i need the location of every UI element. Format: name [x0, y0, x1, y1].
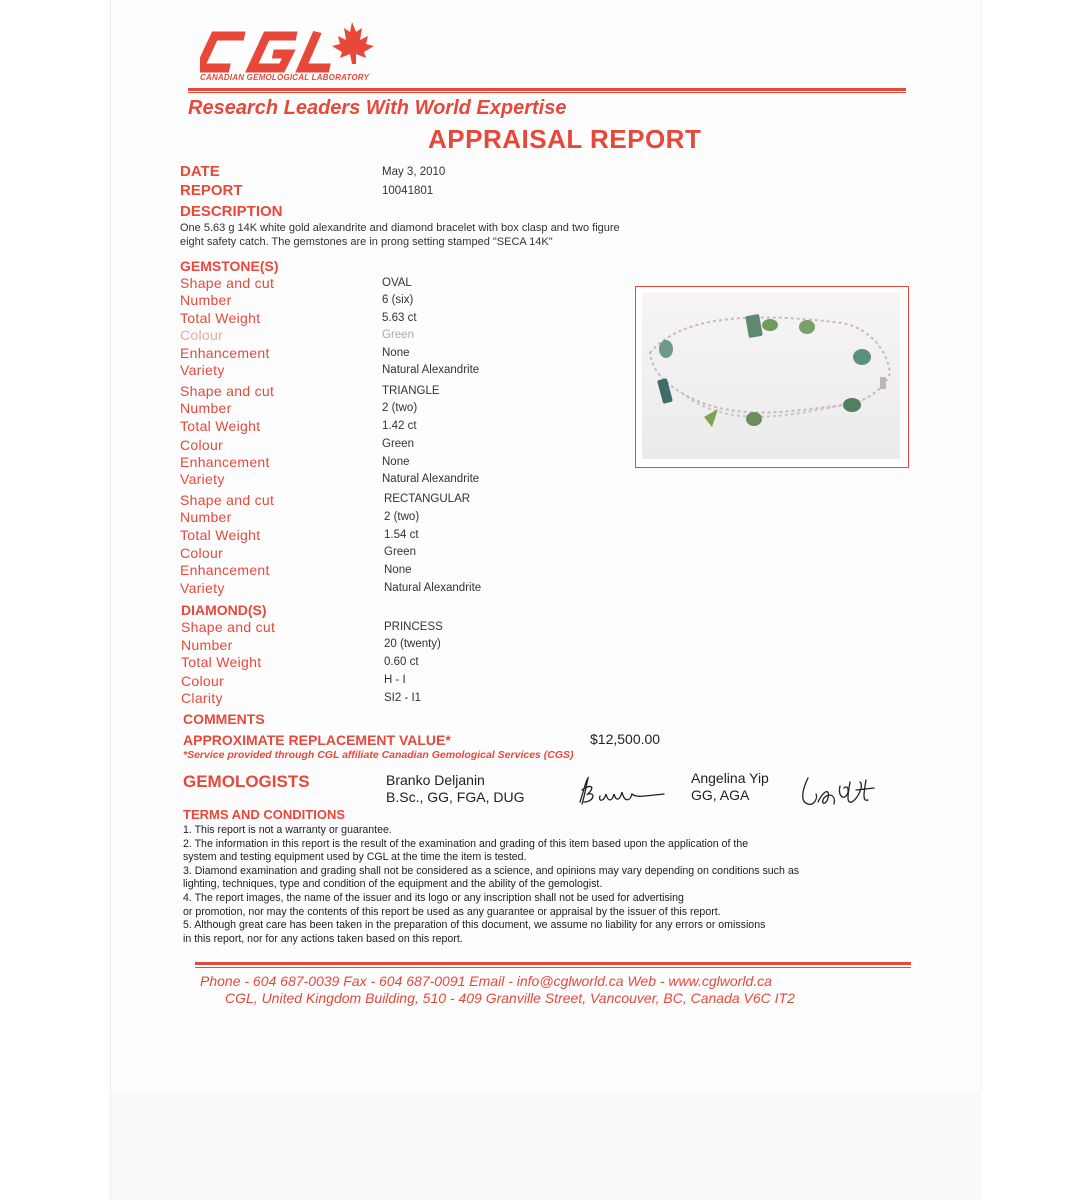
gem-value: None: [382, 456, 410, 468]
gem-label: Variety: [180, 362, 225, 378]
diamond-value: PRINCESS: [384, 621, 443, 633]
terms-line: 2. The information in this report is the result of the examination and grading of this item based upon the application of the: [183, 837, 749, 850]
description-line: One 5.63 g 14K white gold alexandrite and diamond bracelet with box clasp and two figure: [180, 222, 620, 234]
bracelet-photo-frame: [635, 286, 909, 468]
gem-label: Total Weight: [180, 527, 261, 543]
gemologist-2-name: Angelina Yip: [691, 770, 769, 786]
gem-oval-icon: [659, 340, 673, 358]
gem-value: 1.54 ct: [384, 529, 419, 541]
gem-label: Colour: [180, 437, 224, 453]
description-label: DESCRIPTION: [180, 203, 283, 220]
signature-angelina-image: [794, 770, 890, 814]
gemologist-1: [386, 772, 524, 806]
gem-value: Green: [384, 546, 416, 558]
gem-oval-icon: [746, 412, 762, 426]
header-divider-thin: [188, 92, 906, 93]
gem-value: RECTANGULAR: [384, 493, 471, 505]
gem-value: 2 (two): [382, 402, 418, 414]
gem-value: Green: [382, 329, 414, 341]
gem-label: Enhancement: [180, 562, 270, 578]
terms-line: 1. This report is not a warranty or guarantee.: [183, 824, 392, 836]
diamond-label: Colour: [181, 673, 225, 689]
gem-label: Total Weight: [180, 310, 261, 326]
gem-label: Shape and cut: [180, 383, 275, 399]
gem-value: 1.42 ct: [382, 420, 417, 432]
clasp-icon: [880, 377, 886, 389]
description-text: [180, 221, 710, 249]
diamond-label: Number: [181, 637, 233, 653]
gem-value: None: [382, 347, 410, 359]
gem-label: Enhancement: [180, 345, 270, 361]
footer-address: CGL, United Kingdom Building, 510 - 409 Granville Street, Vancouver, BC, Canada V6C IT2: [225, 990, 795, 1006]
signature-branko-image: [574, 772, 670, 812]
gem-oval-icon: [799, 320, 815, 334]
service-note: *Service provided through CGL affiliate Canadian Gemological Services (CGS): [183, 749, 574, 761]
gem-label: Colour: [180, 327, 224, 343]
tagline: Research Leaders With World Expertise: [188, 97, 567, 119]
gem-value: Natural Alexandrite: [384, 582, 482, 594]
diamond-value: 0.60 ct: [384, 656, 419, 668]
date-value: May 3, 2010: [382, 166, 446, 178]
gemologist-2-credentials: GG, AGA: [691, 787, 750, 803]
gem-value: TRIANGLE: [382, 385, 440, 397]
gem-oval-icon: [853, 349, 871, 365]
replacement-value-label: APPROXIMATE REPLACEMENT VALUE*: [183, 732, 451, 748]
gemologist-2: [691, 770, 769, 804]
terms-line: 5. Although great care has been taken in the preparation of this document, we assume no liability for any errors or omissions: [183, 919, 766, 932]
footer-contact: Phone - 604 687-0039 Fax - 604 687-0091 Email - info@cglworld.ca Web - www.cglworld.ca: [200, 973, 772, 989]
footer-divider: [195, 962, 911, 965]
gem-label: Number: [180, 509, 232, 525]
gem-label: Number: [180, 292, 232, 308]
gem-value: Natural Alexandrite: [382, 473, 480, 485]
gem-value: 6 (six): [382, 294, 414, 306]
gem-value: OVAL: [382, 277, 412, 289]
gemstones-heading: GEMSTONE(S): [180, 258, 279, 274]
gem-value: 2 (two): [384, 511, 420, 523]
gem-label: Shape and cut: [180, 275, 275, 291]
replacement-value: $12,500.00: [590, 731, 661, 747]
gemologists-heading: GEMOLOGISTS: [183, 772, 310, 791]
diamond-label: Shape and cut: [181, 619, 276, 635]
diamond-label: Clarity: [181, 690, 223, 706]
diamonds-heading: DIAMOND(S): [181, 602, 267, 618]
terms-line: lighting, techniques, type and condition of the equipment and the ability of the gemologist.: [183, 878, 603, 891]
gem-label: Shape and cut: [180, 492, 275, 508]
bracelet-photo: [642, 293, 900, 459]
terms-line: or promotion, nor may the contents of this report be used as any guarantee or appraisal by the issuer of this report.: [183, 905, 721, 918]
terms-list: [183, 824, 913, 946]
gem-label: Total Weight: [180, 418, 261, 434]
description-line: eight safety catch. The gemstones are in prong setting stamped "SECA 14K": [180, 236, 553, 248]
scan-bottom-margin: [110, 1090, 981, 1200]
report-number: 10041801: [382, 185, 434, 197]
gem-value: Natural Alexandrite: [382, 364, 480, 376]
gem-label: Enhancement: [180, 454, 270, 470]
terms-line: 3. Diamond examination and grading shall not be considered as a science, and opinions may vary depending on conditions such as: [183, 864, 800, 877]
diamond-value: 20 (twenty): [384, 638, 441, 650]
gemologist-1-name: Branko Deljanin: [386, 772, 485, 788]
gem-value: 5.63 ct: [382, 312, 417, 324]
date-label: DATE: [180, 163, 220, 180]
report-label: REPORT: [180, 182, 243, 199]
terms-line: system and testing equipment used by CGL at the time the item is tested.: [183, 851, 527, 864]
logo-subtitle: CANADIAN GEMOLOGICAL LABORATORY: [200, 73, 370, 82]
gem-rectangular-icon: [745, 314, 763, 338]
gem-triangle-icon: [704, 409, 718, 427]
gem-label: Variety: [180, 580, 225, 596]
maple-leaf-icon: [332, 22, 374, 64]
terms-line: in this report, nor for any actions taken based on this report.: [183, 932, 463, 945]
diamond-label: Total Weight: [181, 654, 262, 670]
gemologist-1-credentials: B.Sc., GG, FGA, DUG: [386, 789, 525, 805]
gem-value: None: [384, 564, 412, 576]
gem-oval-icon: [843, 398, 861, 412]
gem-label: Variety: [180, 471, 225, 487]
comments-label: COMMENTS: [183, 711, 265, 727]
gem-label: Colour: [180, 545, 224, 561]
gem-value: Green: [382, 438, 414, 450]
diamond-value: SI2 - I1: [384, 692, 422, 704]
footer-divider-thin: [195, 967, 911, 968]
header-divider: [188, 88, 906, 91]
page-title: APPRAISAL REPORT: [428, 124, 702, 154]
diamond-value: H - I: [384, 674, 406, 686]
terms-heading: TERMS AND CONDITIONS: [183, 807, 346, 822]
terms-line: 4. The report images, the name of the issuer and its logo or any inscription shall not be used for advertising: [183, 891, 684, 904]
gem-label: Number: [180, 400, 232, 416]
gem-rectangular-icon: [657, 378, 673, 404]
gem-oval-icon: [762, 319, 778, 331]
